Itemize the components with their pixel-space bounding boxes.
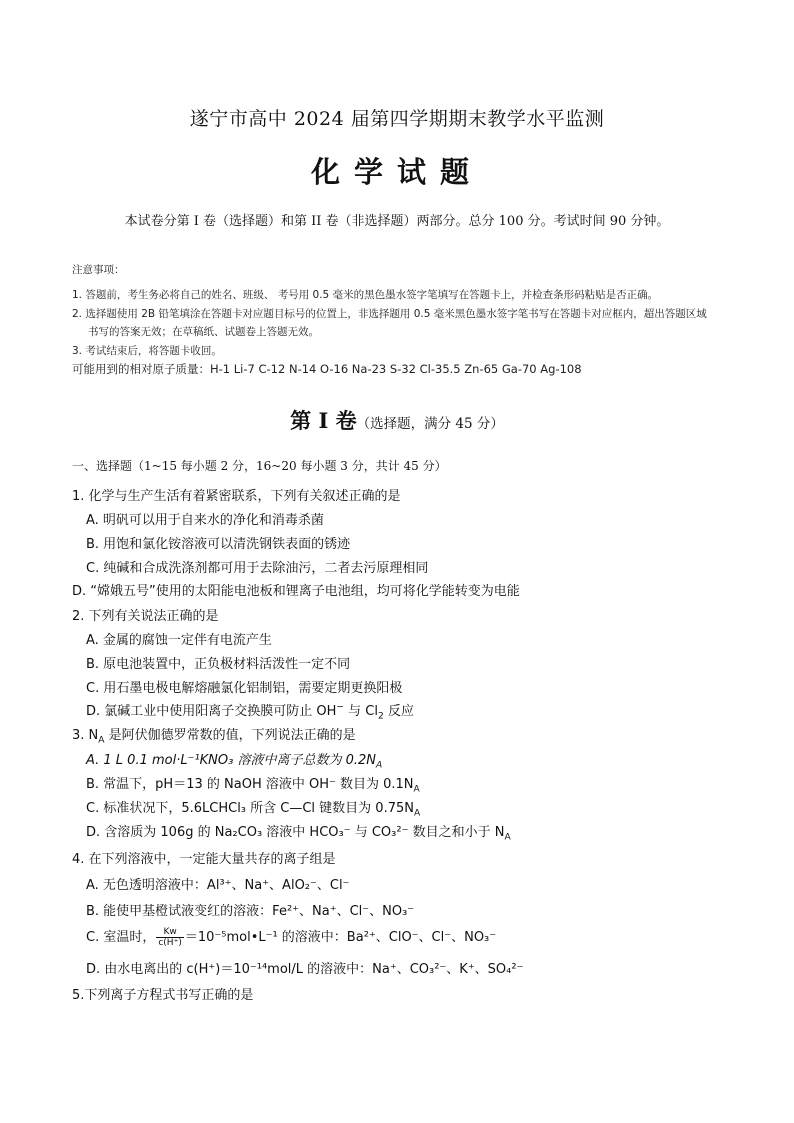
notes-heading: 注意事项： (72, 264, 125, 276)
atomic-masses: 可能用到的相对原子质量：H-1 Li-7 C-12 N-14 O-16 Na-23 S-32 Cl-35.5 Zn-65 Ga-70 Ag-108 (72, 362, 582, 376)
question-4-option-c: C. 室温时， $\frac{Kw}{c(H^+)}$ ＝10⁻⁵mol•L⁻¹ 的溶液中：Ba²⁺、ClO⁻、Cl⁻、NO₃⁻ (86, 927, 497, 948)
question-2-option-b: B. 原电池装置中，正负极材料活泼性一定不同 (86, 657, 351, 672)
question-2-option-c: C. 用石墨电极电解熔融氯化铝制铝，需要定期更换阳极 (86, 681, 403, 696)
question-1-option-d: D. “嫦娥五号”使用的太阳能电池板和锂离子电池组，均可将化学能转变为电能 (72, 584, 520, 599)
question-3-stem: 3. $N_A$ 是阿伏伽德罗常数的值，下列说法正确的是 (72, 728, 356, 746)
note-item-2-cont: 书写的答案无效；在草稿纸、试题卷上答题无效。 (88, 326, 319, 338)
section-heading (0, 405, 794, 435)
part-one-heading: 一、选择题（1~15 每小题 2 分，16~20 每小题 3 分，共计 45 分） (72, 459, 447, 473)
question-1-option-a: A. 明矾可以用于自来水的净化和消毒杀菌 (86, 513, 324, 528)
section-title: 第 Ⅰ 卷 (290, 408, 357, 433)
exam-intro: 本试卷分第 I 卷（选择题）和第 II 卷（非选择题）两部分。总分 100 分。考试时间 90 分钟。 (124, 214, 670, 229)
note-item-3: 3. 考试结束后，将答题卡收回。 (72, 345, 222, 357)
question-1-option-c: C. 纯碱和合成洗涤剂都可用于去除油污，二者去污原理相同 (86, 561, 429, 576)
note-item-2: 2. 选择题使用 2B 铅笔填涂在答题卡对应题目标号的位置上，非选择题用 0.5 毫米黑色墨水签字笔书写在答题卡对应框内，超出答题区域 (72, 308, 707, 320)
question-5-stem: 5.下列离子方程式书写正确的是 (72, 988, 254, 1003)
question-2-option-a: A. 金属的腐蚀一定伴有电流产生 (86, 633, 272, 648)
question-4-option-b: B. 能使甲基橙试液变红的溶液：Fe²⁺、Na⁺、Cl⁻、NO₃⁻ (86, 904, 415, 919)
section-subtitle: （选择题，满分 45 分） (356, 416, 504, 432)
question-4-stem: 4. 在下列溶液中，一定能大量共存的离子组是 (72, 852, 336, 867)
question-2-stem: 2. 下列有关说法正确的是 (72, 609, 219, 624)
note-item-1: 1. 答题前，考生务必将自己的姓名、班级、 考号用 0.5 毫米的黑色墨水签字笔填写在答题卡上，并检查条形码粘贴是否正确。 (72, 289, 659, 301)
question-4-option-a: A. 无色透明溶液中：Al³⁺、Na⁺、AlO₂⁻、Cl⁻ (86, 878, 350, 893)
question-2-option-d: D. 氯碱工业中使用阳离子交换膜可防止 OH− 与 $Cl_2$ 反应 (86, 702, 414, 722)
subject-title: 化学试题 (310, 155, 483, 189)
question-3-option-d: D. 含溶质为 106g 的 Na₂CO₃ 溶液中 HCO₃⁻ 与 CO₃²⁻ 数目之和小于 $N_A$ (86, 825, 511, 843)
question-3-option-c: C. 标准状况下，5.6LCHCl₃ 所含 C—Cl 键数目为 $0.75N_A$ (86, 801, 421, 819)
question-3-option-b: B. 常温下，pH＝13 的 NaOH 溶液中 OH⁻ 数目为 $0.1N_A$ (86, 777, 420, 795)
exam-title: 遂宁市高中 2024 届第四学期期末教学水平监测 (189, 108, 605, 130)
question-3-option-a: A. 1 L 0.1 mol·L⁻¹KNO₃ 溶液中离子总数为 $0.2N_A$ (86, 753, 383, 771)
question-1-stem: 1. 化学与生产生活有着紧密联系，下列有关叙述正确的是 (72, 489, 401, 504)
question-1-option-b: B. 用饱和氯化铵溶液可以清洗钢铁表面的锈迹 (86, 537, 351, 552)
question-4-option-d: D. 由水电离出的 c(H⁺)＝10⁻¹⁴mol/L 的溶液中：Na⁺、CO₃²⁻、K⁺、SO₄²⁻ (86, 962, 524, 977)
kw-fraction: $\frac{Kw}{c(H^+)}$ (158, 927, 182, 948)
